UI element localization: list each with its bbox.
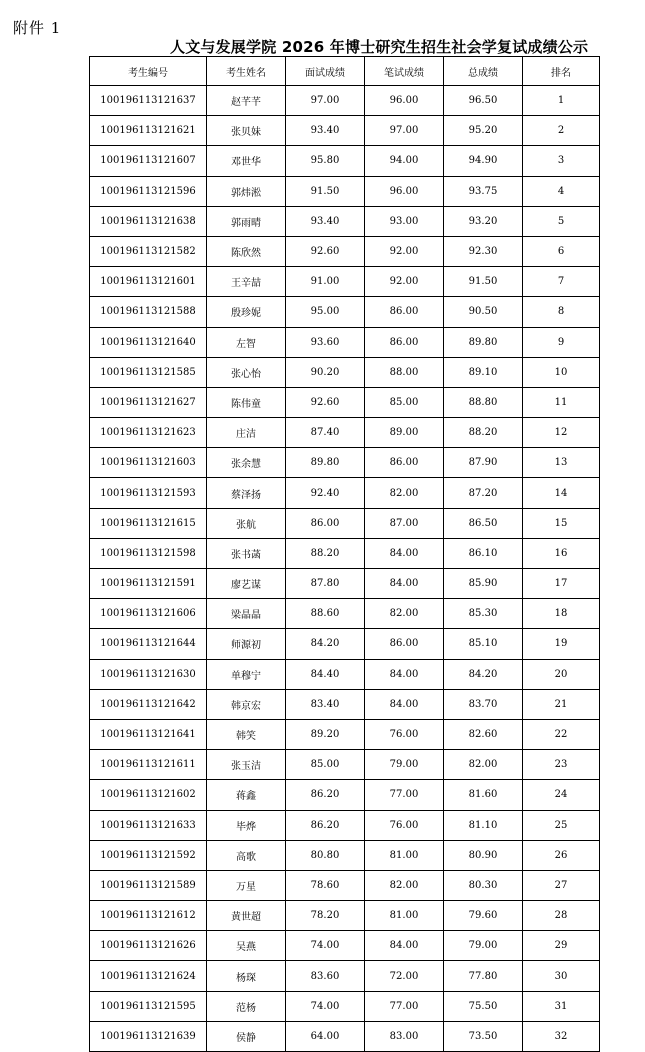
written-score-cell: 87.00 xyxy=(365,508,444,538)
rank-cell: 2 xyxy=(523,116,600,146)
total-score-cell: 89.80 xyxy=(444,327,523,357)
column-header-candidate-id: 考生编号 xyxy=(90,57,207,86)
interview-score-cell: 84.40 xyxy=(286,659,365,689)
rank-cell: 19 xyxy=(523,629,600,659)
written-score-cell: 96.00 xyxy=(365,176,444,206)
total-score-cell: 95.20 xyxy=(444,116,523,146)
total-score-cell: 88.80 xyxy=(444,387,523,417)
rank-cell: 8 xyxy=(523,297,600,327)
interview-score-cell: 93.40 xyxy=(286,116,365,146)
interview-score-cell: 85.00 xyxy=(286,750,365,780)
total-score-cell: 93.20 xyxy=(444,206,523,236)
written-score-cell: 86.00 xyxy=(365,629,444,659)
interview-score-cell: 86.20 xyxy=(286,780,365,810)
written-score-cell: 96.00 xyxy=(365,86,444,116)
candidate-name-cell: 范杨 xyxy=(207,991,286,1021)
interview-score-cell: 78.20 xyxy=(286,901,365,931)
written-score-cell: 82.00 xyxy=(365,599,444,629)
interview-score-cell: 84.20 xyxy=(286,629,365,659)
candidate-id-cell: 100196113121626 xyxy=(90,931,207,961)
candidate-id-cell: 100196113121638 xyxy=(90,206,207,236)
candidate-name-cell: 陈欣然 xyxy=(207,236,286,266)
interview-score-cell: 64.00 xyxy=(286,1021,365,1051)
total-score-cell: 93.75 xyxy=(444,176,523,206)
candidate-name-cell: 韩笑 xyxy=(207,719,286,749)
table-row xyxy=(90,387,600,417)
interview-score-cell: 92.60 xyxy=(286,236,365,266)
rank-cell: 6 xyxy=(523,236,600,266)
interview-score-cell: 83.60 xyxy=(286,961,365,991)
candidate-name-cell: 蒋鑫 xyxy=(207,780,286,810)
written-score-cell: 82.00 xyxy=(365,478,444,508)
interview-score-cell: 91.50 xyxy=(286,176,365,206)
table-row xyxy=(90,931,600,961)
interview-score-cell: 95.80 xyxy=(286,146,365,176)
candidate-id-cell: 100196113121601 xyxy=(90,267,207,297)
written-score-cell: 79.00 xyxy=(365,750,444,780)
interview-score-cell: 90.20 xyxy=(286,357,365,387)
column-header-rank: 排名 xyxy=(523,57,600,86)
total-score-cell: 80.30 xyxy=(444,870,523,900)
rank-cell: 12 xyxy=(523,418,600,448)
table-row xyxy=(90,629,600,659)
written-score-cell: 84.00 xyxy=(365,931,444,961)
written-score-cell: 86.00 xyxy=(365,327,444,357)
rank-cell: 10 xyxy=(523,357,600,387)
table-row xyxy=(90,991,600,1021)
candidate-name-cell: 侯静 xyxy=(207,1021,286,1051)
total-score-cell: 92.30 xyxy=(444,236,523,266)
written-score-cell: 94.00 xyxy=(365,146,444,176)
total-score-cell: 85.10 xyxy=(444,629,523,659)
table-row xyxy=(90,870,600,900)
rank-cell: 30 xyxy=(523,961,600,991)
table-row xyxy=(90,810,600,840)
interview-score-cell: 93.40 xyxy=(286,206,365,236)
candidate-name-cell: 单穆宁 xyxy=(207,659,286,689)
table-row xyxy=(90,146,600,176)
rank-cell: 4 xyxy=(523,176,600,206)
total-score-cell: 81.60 xyxy=(444,780,523,810)
candidate-name-cell: 毕烨 xyxy=(207,810,286,840)
total-score-cell: 79.00 xyxy=(444,931,523,961)
total-score-cell: 86.10 xyxy=(444,538,523,568)
rank-cell: 5 xyxy=(523,206,600,236)
candidate-id-cell: 100196113121639 xyxy=(90,1021,207,1051)
candidate-name-cell: 张贝妹 xyxy=(207,116,286,146)
interview-score-cell: 74.00 xyxy=(286,931,365,961)
written-score-cell: 89.00 xyxy=(365,418,444,448)
candidate-id-cell: 100196113121607 xyxy=(90,146,207,176)
total-score-cell: 85.30 xyxy=(444,599,523,629)
total-score-cell: 87.20 xyxy=(444,478,523,508)
total-score-cell: 73.50 xyxy=(444,1021,523,1051)
interview-score-cell: 93.60 xyxy=(286,327,365,357)
table-row xyxy=(90,448,600,478)
candidate-id-cell: 100196113121593 xyxy=(90,478,207,508)
written-score-cell: 76.00 xyxy=(365,810,444,840)
total-score-cell: 82.00 xyxy=(444,750,523,780)
rank-cell: 1 xyxy=(523,86,600,116)
page-title: 人文与发展学院 2026 年博士研究生招生社会学复试成绩公示 xyxy=(170,38,589,56)
table-row xyxy=(90,418,600,448)
table-row xyxy=(90,780,600,810)
interview-score-cell: 92.40 xyxy=(286,478,365,508)
table-row xyxy=(90,569,600,599)
candidate-name-cell: 高歌 xyxy=(207,840,286,870)
rank-cell: 7 xyxy=(523,267,600,297)
candidate-id-cell: 100196113121595 xyxy=(90,991,207,1021)
candidate-id-cell: 100196113121637 xyxy=(90,86,207,116)
candidate-name-cell: 赵芊芊 xyxy=(207,86,286,116)
table-row xyxy=(90,719,600,749)
table-row xyxy=(90,1021,600,1051)
rank-cell: 15 xyxy=(523,508,600,538)
written-score-cell: 84.00 xyxy=(365,569,444,599)
total-score-cell: 75.50 xyxy=(444,991,523,1021)
candidate-name-cell: 郭炜淞 xyxy=(207,176,286,206)
table-row xyxy=(90,689,600,719)
candidate-id-cell: 100196113121630 xyxy=(90,659,207,689)
written-score-cell: 83.00 xyxy=(365,1021,444,1051)
candidate-id-cell: 100196113121603 xyxy=(90,448,207,478)
table-row xyxy=(90,236,600,266)
candidate-name-cell: 张心怡 xyxy=(207,357,286,387)
attachment-label: 附件 1 xyxy=(13,19,62,37)
candidate-id-cell: 100196113121612 xyxy=(90,901,207,931)
rank-cell: 22 xyxy=(523,719,600,749)
table-row xyxy=(90,297,600,327)
candidate-id-cell: 100196113121582 xyxy=(90,236,207,266)
written-score-cell: 86.00 xyxy=(365,297,444,327)
rank-cell: 21 xyxy=(523,689,600,719)
written-score-cell: 88.00 xyxy=(365,357,444,387)
candidate-id-cell: 100196113121627 xyxy=(90,387,207,417)
interview-score-cell: 88.60 xyxy=(286,599,365,629)
rank-cell: 23 xyxy=(523,750,600,780)
rank-cell: 11 xyxy=(523,387,600,417)
candidate-id-cell: 100196113121615 xyxy=(90,508,207,538)
candidate-id-cell: 100196113121624 xyxy=(90,961,207,991)
table-row xyxy=(90,659,600,689)
interview-score-cell: 86.00 xyxy=(286,508,365,538)
candidate-id-cell: 100196113121642 xyxy=(90,689,207,719)
interview-score-cell: 87.40 xyxy=(286,418,365,448)
candidate-name-cell: 张航 xyxy=(207,508,286,538)
candidate-id-cell: 100196113121589 xyxy=(90,870,207,900)
rank-cell: 31 xyxy=(523,991,600,1021)
total-score-cell: 89.10 xyxy=(444,357,523,387)
column-header-candidate-name: 考生姓名 xyxy=(207,57,286,86)
total-score-cell: 91.50 xyxy=(444,267,523,297)
candidate-id-cell: 100196113121621 xyxy=(90,116,207,146)
candidate-name-cell: 杨琛 xyxy=(207,961,286,991)
table-row xyxy=(90,599,600,629)
candidate-name-cell: 吴燕 xyxy=(207,931,286,961)
rank-cell: 29 xyxy=(523,931,600,961)
total-score-cell: 90.50 xyxy=(444,297,523,327)
interview-score-cell: 87.80 xyxy=(286,569,365,599)
candidate-id-cell: 100196113121633 xyxy=(90,810,207,840)
interview-score-cell: 83.40 xyxy=(286,689,365,719)
table-row xyxy=(90,86,600,116)
table-row xyxy=(90,750,600,780)
candidate-name-cell: 万星 xyxy=(207,870,286,900)
candidate-name-cell: 师源初 xyxy=(207,629,286,659)
candidate-name-cell: 黄世超 xyxy=(207,901,286,931)
table-row xyxy=(90,508,600,538)
candidate-id-cell: 100196113121588 xyxy=(90,297,207,327)
total-score-cell: 84.20 xyxy=(444,659,523,689)
candidate-name-cell: 庄洁 xyxy=(207,418,286,448)
table-row xyxy=(90,327,600,357)
written-score-cell: 93.00 xyxy=(365,206,444,236)
total-score-cell: 88.20 xyxy=(444,418,523,448)
interview-score-cell: 88.20 xyxy=(286,538,365,568)
table-row xyxy=(90,961,600,991)
total-score-cell: 94.90 xyxy=(444,146,523,176)
rank-cell: 24 xyxy=(523,780,600,810)
total-score-cell: 77.80 xyxy=(444,961,523,991)
table-body xyxy=(90,86,600,1052)
candidate-name-cell: 郭雨晴 xyxy=(207,206,286,236)
written-score-cell: 72.00 xyxy=(365,961,444,991)
written-score-cell: 92.00 xyxy=(365,236,444,266)
candidate-name-cell: 廖艺谋 xyxy=(207,569,286,599)
written-score-cell: 77.00 xyxy=(365,780,444,810)
total-score-cell: 81.10 xyxy=(444,810,523,840)
table-header-row xyxy=(90,57,600,86)
candidate-name-cell: 梁晶晶 xyxy=(207,599,286,629)
column-header-written-score: 笔试成绩 xyxy=(365,57,444,86)
interview-score-cell: 97.00 xyxy=(286,86,365,116)
rank-cell: 13 xyxy=(523,448,600,478)
total-score-cell: 79.60 xyxy=(444,901,523,931)
candidate-name-cell: 韩京宏 xyxy=(207,689,286,719)
written-score-cell: 92.00 xyxy=(365,267,444,297)
table-row xyxy=(90,538,600,568)
interview-score-cell: 86.20 xyxy=(286,810,365,840)
candidate-name-cell: 蔡泽扬 xyxy=(207,478,286,508)
rank-cell: 14 xyxy=(523,478,600,508)
candidate-name-cell: 王辛喆 xyxy=(207,267,286,297)
candidate-name-cell: 陈伟童 xyxy=(207,387,286,417)
total-score-cell: 82.60 xyxy=(444,719,523,749)
written-score-cell: 84.00 xyxy=(365,689,444,719)
column-header-interview-score: 面试成绩 xyxy=(286,57,365,86)
rank-cell: 26 xyxy=(523,840,600,870)
table-row xyxy=(90,176,600,206)
results-table xyxy=(89,56,600,1052)
interview-score-cell: 91.00 xyxy=(286,267,365,297)
total-score-cell: 80.90 xyxy=(444,840,523,870)
interview-score-cell: 80.80 xyxy=(286,840,365,870)
candidate-name-cell: 张玉洁 xyxy=(207,750,286,780)
candidate-id-cell: 100196113121623 xyxy=(90,418,207,448)
written-score-cell: 82.00 xyxy=(365,870,444,900)
candidate-name-cell: 张书菡 xyxy=(207,538,286,568)
candidate-id-cell: 100196113121641 xyxy=(90,719,207,749)
candidate-id-cell: 100196113121606 xyxy=(90,599,207,629)
rank-cell: 18 xyxy=(523,599,600,629)
candidate-id-cell: 100196113121640 xyxy=(90,327,207,357)
rank-cell: 16 xyxy=(523,538,600,568)
candidate-id-cell: 100196113121585 xyxy=(90,357,207,387)
rank-cell: 32 xyxy=(523,1021,600,1051)
candidate-id-cell: 100196113121591 xyxy=(90,569,207,599)
table-row xyxy=(90,267,600,297)
candidate-name-cell: 左智 xyxy=(207,327,286,357)
rank-cell: 20 xyxy=(523,659,600,689)
rank-cell: 25 xyxy=(523,810,600,840)
interview-score-cell: 78.60 xyxy=(286,870,365,900)
written-score-cell: 84.00 xyxy=(365,659,444,689)
candidate-id-cell: 100196113121644 xyxy=(90,629,207,659)
written-score-cell: 97.00 xyxy=(365,116,444,146)
total-score-cell: 86.50 xyxy=(444,508,523,538)
written-score-cell: 76.00 xyxy=(365,719,444,749)
interview-score-cell: 95.00 xyxy=(286,297,365,327)
column-header-total-score: 总成绩 xyxy=(444,57,523,86)
candidate-id-cell: 100196113121596 xyxy=(90,176,207,206)
table-row xyxy=(90,901,600,931)
total-score-cell: 87.90 xyxy=(444,448,523,478)
written-score-cell: 85.00 xyxy=(365,387,444,417)
written-score-cell: 84.00 xyxy=(365,538,444,568)
candidate-name-cell: 张余慧 xyxy=(207,448,286,478)
candidate-id-cell: 100196113121611 xyxy=(90,750,207,780)
written-score-cell: 77.00 xyxy=(365,991,444,1021)
interview-score-cell: 92.60 xyxy=(286,387,365,417)
rank-cell: 17 xyxy=(523,569,600,599)
total-score-cell: 85.90 xyxy=(444,569,523,599)
rank-cell: 3 xyxy=(523,146,600,176)
table-row xyxy=(90,357,600,387)
table-row xyxy=(90,840,600,870)
written-score-cell: 81.00 xyxy=(365,901,444,931)
total-score-cell: 83.70 xyxy=(444,689,523,719)
candidate-name-cell: 殷珍妮 xyxy=(207,297,286,327)
rank-cell: 9 xyxy=(523,327,600,357)
table-row xyxy=(90,478,600,508)
interview-score-cell: 89.20 xyxy=(286,719,365,749)
candidate-id-cell: 100196113121592 xyxy=(90,840,207,870)
written-score-cell: 86.00 xyxy=(365,448,444,478)
table-row xyxy=(90,206,600,236)
candidate-id-cell: 100196113121602 xyxy=(90,780,207,810)
written-score-cell: 81.00 xyxy=(365,840,444,870)
candidate-id-cell: 100196113121598 xyxy=(90,538,207,568)
table-row xyxy=(90,116,600,146)
rank-cell: 28 xyxy=(523,901,600,931)
interview-score-cell: 89.80 xyxy=(286,448,365,478)
candidate-name-cell: 邓世华 xyxy=(207,146,286,176)
rank-cell: 27 xyxy=(523,870,600,900)
total-score-cell: 96.50 xyxy=(444,86,523,116)
interview-score-cell: 74.00 xyxy=(286,991,365,1021)
